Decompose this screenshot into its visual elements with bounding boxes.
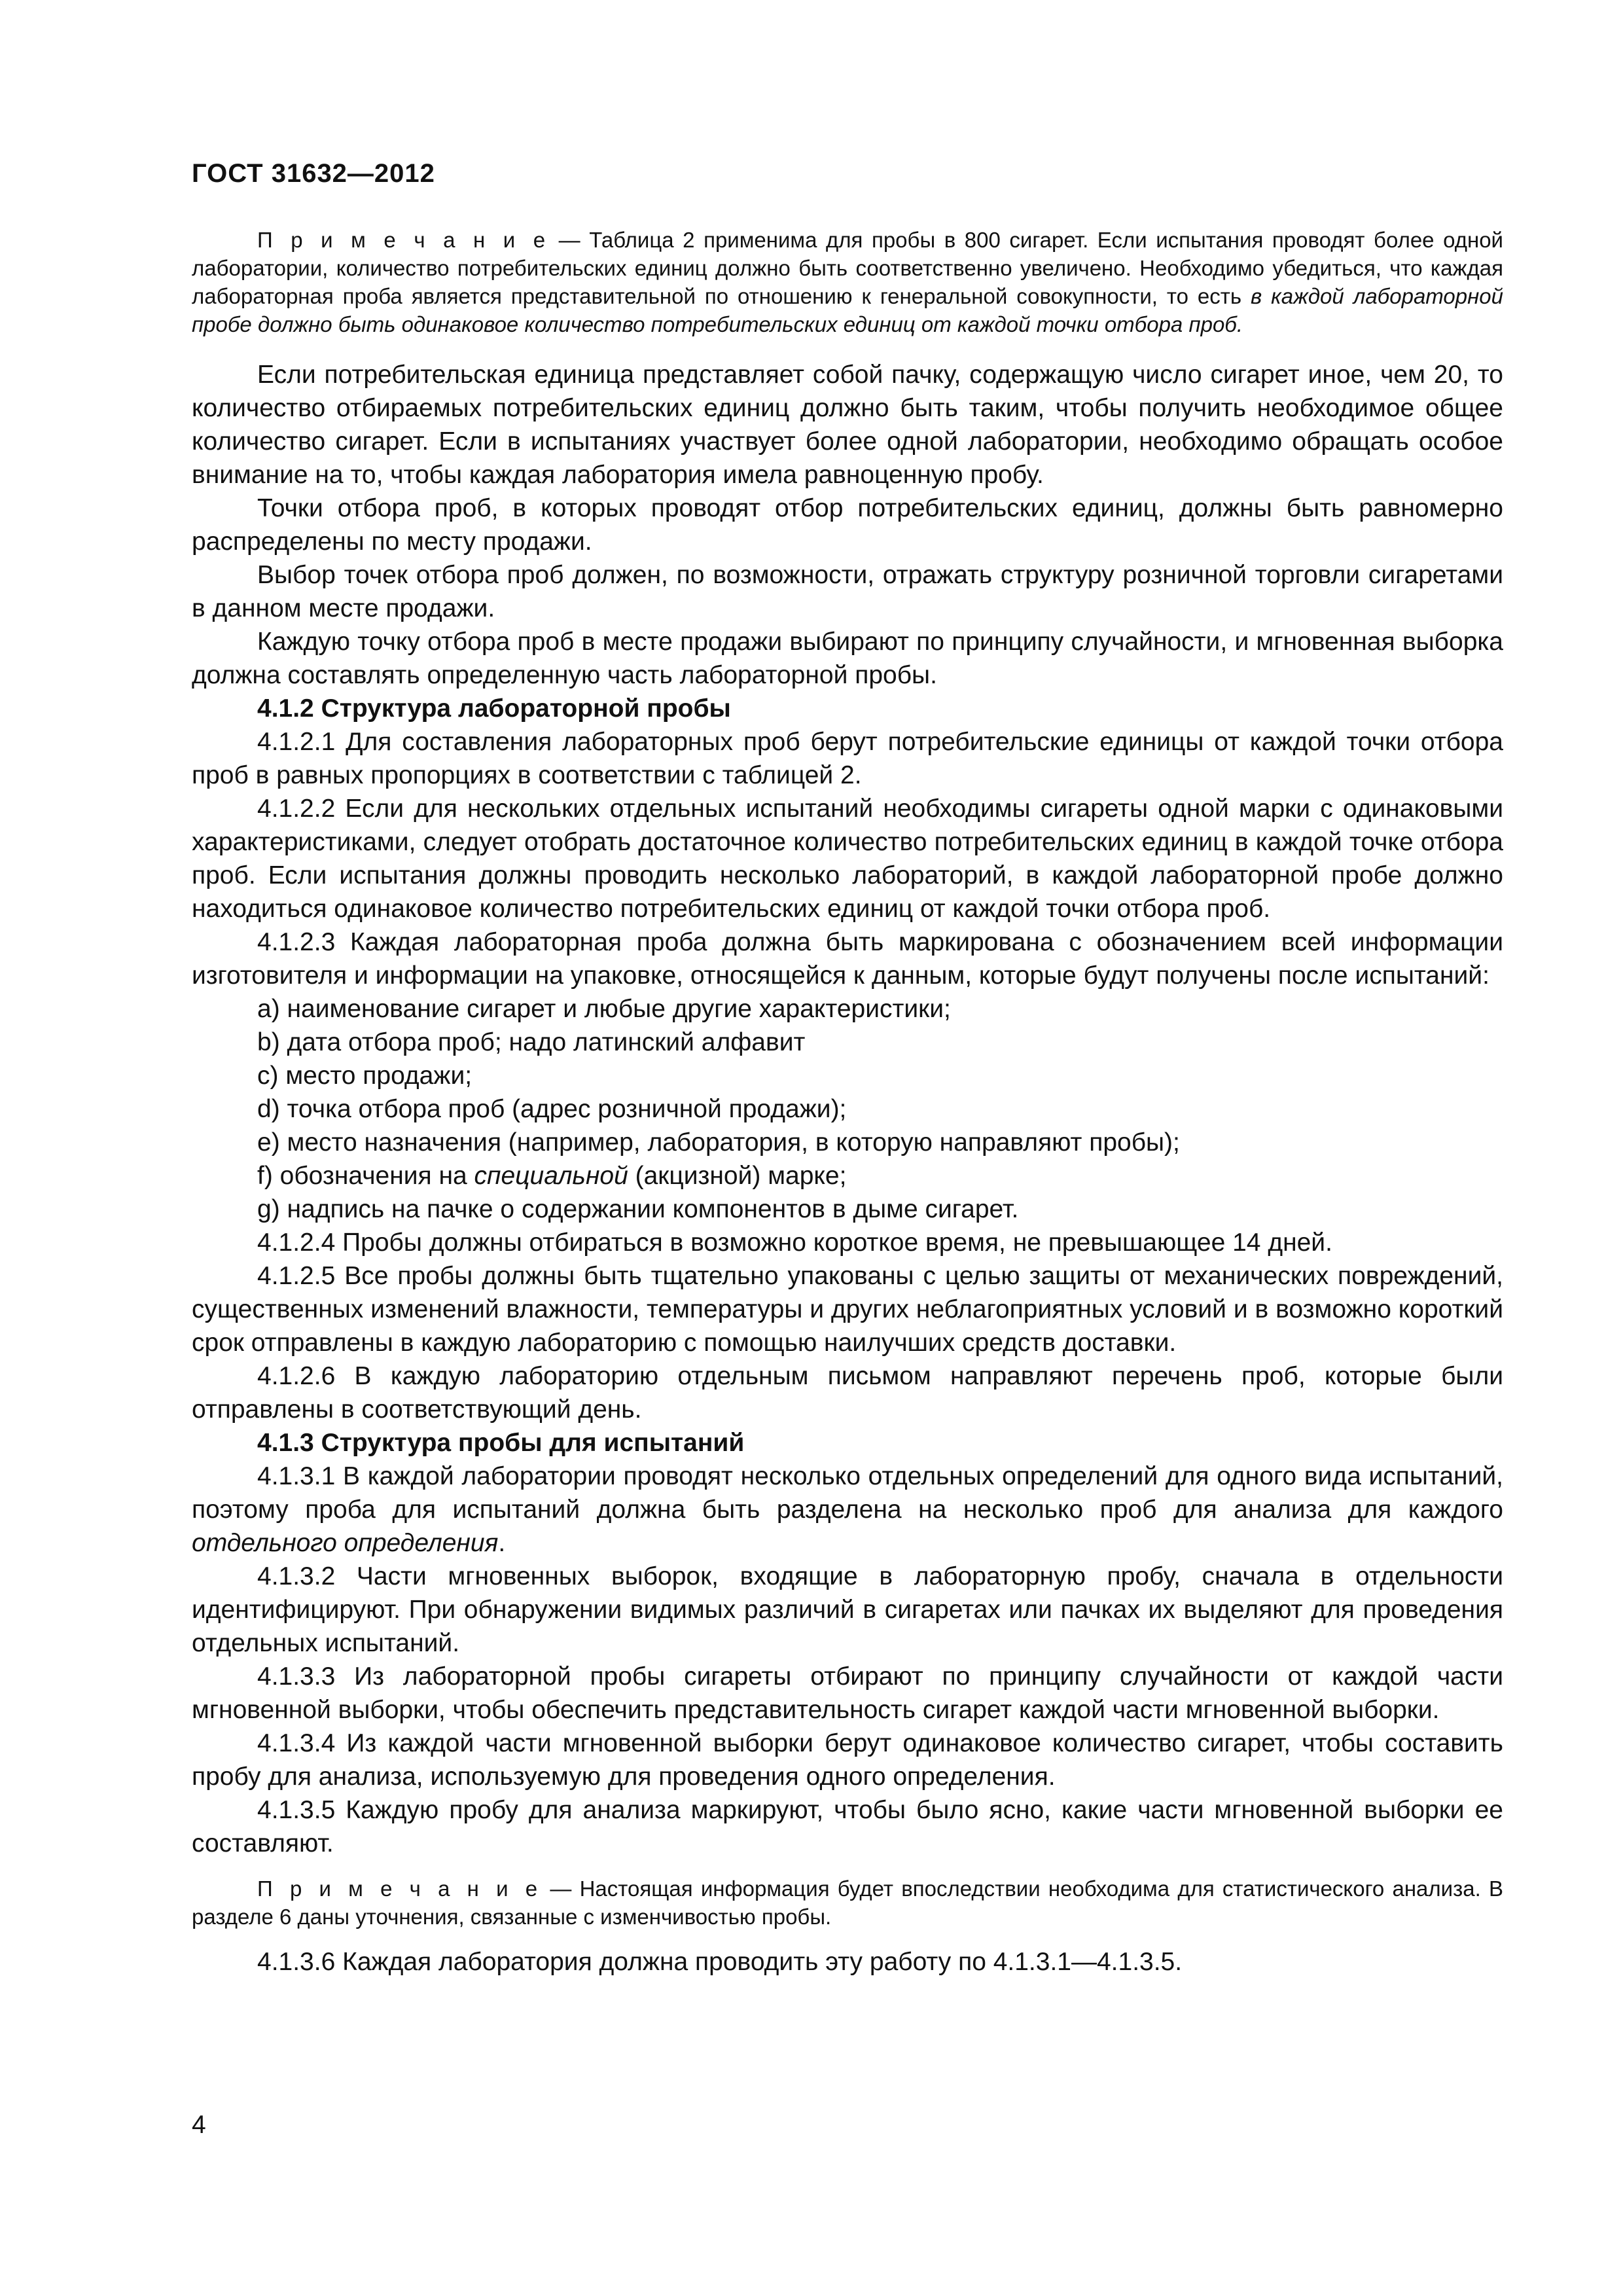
note-label: П р и м е ч а н и е — [257, 1876, 543, 1901]
paragraph-4-1-2-4: 4.1.2.4 Пробы должны отбираться в возможно короткое время, не превышающее 14 дней. — [257, 1229, 1332, 1257]
page-number: 4 — [192, 2111, 206, 2139]
paragraph-4-1-2-1: 4.1.2.1 Для составления лабораторных проб берут потребительские единицы от каждой точки отбора проб в равных пропорциях в соответствии с таблицей 2. — [192, 728, 1503, 789]
page-content — [192, 226, 1503, 1979]
paragraph-4-1-3-1-end: . — [498, 1529, 506, 1557]
note-label: П р и м е ч а н и е — [257, 228, 550, 252]
paragraph: Если потребительская единица представляет собой пачку, содержащую число сигарет иное, чем 20, то количество отбираемых потребительских единиц должно быть таким, чтобы получить необходимое общее количество сигарет. Если в испытаниях участвует более одной лаборатории, необходимо обращать особое внимание на то, чтобы каждая лаборатория имела равноценную пробу. — [192, 361, 1503, 489]
list-item-f-text-end: (акцизной) марке; — [628, 1162, 847, 1190]
note-text: — Настоящая информация будет впоследствии необходима для статистического анализа. В разделе 6 даны уточнения, связанные с изменчивостью пробы. — [192, 1876, 1503, 1929]
list-item-b: b) дата отбора проб; надо латинский алфавит — [257, 1028, 806, 1056]
note-text: — Таблица 2 применима для пробы в 800 сигарет. Если испытания проводят более одной лаборатории, количество потребительских единиц должно быть соответственно увеличено. Необходимо убедиться, что каждая лабораторная проба является представительной по отношению к генеральной совокупности, то есть — [192, 228, 1503, 308]
paragraph-4-1-2-3: 4.1.2.3 Каждая лабораторная проба должна быть маркирована с обозначением всей информации изготовителя и информации на упаковке, относящейся к данным, которые будут получены после испытаний: — [192, 928, 1503, 990]
list-item-f-italic: специальной — [474, 1162, 628, 1190]
paragraph-4-1-2-5: 4.1.2.5 Все пробы должны быть тщательно упакованы с целью защиты от механических повреждений, существенных изменений влажности, температуры и других неблагоприятных условий и в возможно короткий срок отправлены в каждую лабораторию с помощью наилучших средств доставки. — [192, 1262, 1503, 1357]
list-item-c: c) место продажи; — [257, 1062, 473, 1090]
paragraph-4-1-3-1 — [192, 1460, 1503, 1560]
paragraph-4-1-3-1-text: 4.1.3.1 В каждой лаборатории проводят несколько отдельных определений для одного вида испытаний, поэтому проба для испытаний должна быть разделена на несколько проб для анализа для каждого — [192, 1462, 1503, 1524]
paragraph-4-1-2-6: 4.1.2.6 В каждую лабораторию отдельным письмом направляют перечень проб, которые были отправлены в соответствующий день. — [192, 1362, 1503, 1424]
paragraph-4-1-3-2: 4.1.3.2 Части мгновенных выборок, входящие в лабораторную пробу, сначала в отдельности идентифицируют. При обнаружении видимых различий в сигаретах или пачках их выделяют для проведения отдельных испытаний. — [192, 1562, 1503, 1657]
paragraph-4-1-3-6: 4.1.3.6 Каждая лаборатория должна проводить эту работу по 4.1.3.1—4.1.3.5. — [257, 1948, 1183, 1976]
section-heading-4-1-3: 4.1.3 Структура пробы для испытаний — [257, 1429, 745, 1457]
list-item-a: a) наименование сигарет и любые другие характеристики; — [257, 995, 951, 1023]
paragraph: Точки отбора проб, в которых проводят отбор потребительских единиц, должны быть равномерно распределены по месту продажи. — [192, 494, 1503, 556]
note-text-italic: в каждой лабораторной пробе должно быть одинаковое количество потребительских единиц от каждой точки отбора проб. — [192, 284, 1503, 336]
paragraph: Каждую точку отбора проб в месте продажи выбирают по принципу случайности, и мгновенная выборка должна составлять определенную часть лабораторной пробы. — [192, 628, 1503, 689]
list-item-f — [192, 1159, 1503, 1193]
paragraph: Выбор точек отбора проб должен, по возможности, отражать структуру розничной торговли сигаретами в данном месте продажи. — [192, 561, 1503, 622]
section-heading-4-1-2: 4.1.2 Структура лабораторной пробы — [257, 694, 731, 723]
paragraph-4-1-3-1-italic: отдельного определения — [192, 1529, 499, 1557]
note-table2 — [192, 226, 1503, 338]
list-item-g: g) надпись на пачке о содержании компонентов в дыме сигарет. — [257, 1195, 1019, 1223]
document-id-header: ГОСТ 31632—2012 — [192, 159, 435, 188]
paragraph-4-1-3-4: 4.1.3.4 Из каждой части мгновенной выборки берут одинаковое количество сигарет, чтобы составить пробу для анализа, используемую для проведения одного определения. — [192, 1729, 1503, 1791]
paragraph-4-1-3-3: 4.1.3.3 Из лабораторной пробы сигареты отбирают по принципу случайности от каждой части мгновенной выборки, чтобы обеспечить представительность сигарет каждой части мгновенной выборки. — [192, 1662, 1503, 1724]
paragraph-4-1-3-5: 4.1.3.5 Каждую пробу для анализа маркируют, чтобы было ясно, какие части мгновенной выборки ее составляют. — [192, 1796, 1503, 1857]
note-statistics — [192, 1874, 1503, 1931]
list-item-e: e) место назначения (например, лаборатория, в которую направляют пробы); — [257, 1128, 1180, 1157]
list-item-d: d) точка отбора проб (адрес розничной продажи); — [257, 1095, 847, 1123]
paragraph-4-1-2-2: 4.1.2.2 Если для нескольких отдельных испытаний необходимы сигареты одной марки с одинаковыми характеристиками, следует отобрать достаточное количество потребительских единиц в каждой точке отбора проб. Если испытания должны проводить несколько лабораторий, в каждой лабораторной пробе должно находиться одинаковое количество потребительских единиц от каждой точки отбора проб. — [192, 795, 1503, 923]
list-item-f-text: f) обозначения на — [257, 1162, 474, 1190]
